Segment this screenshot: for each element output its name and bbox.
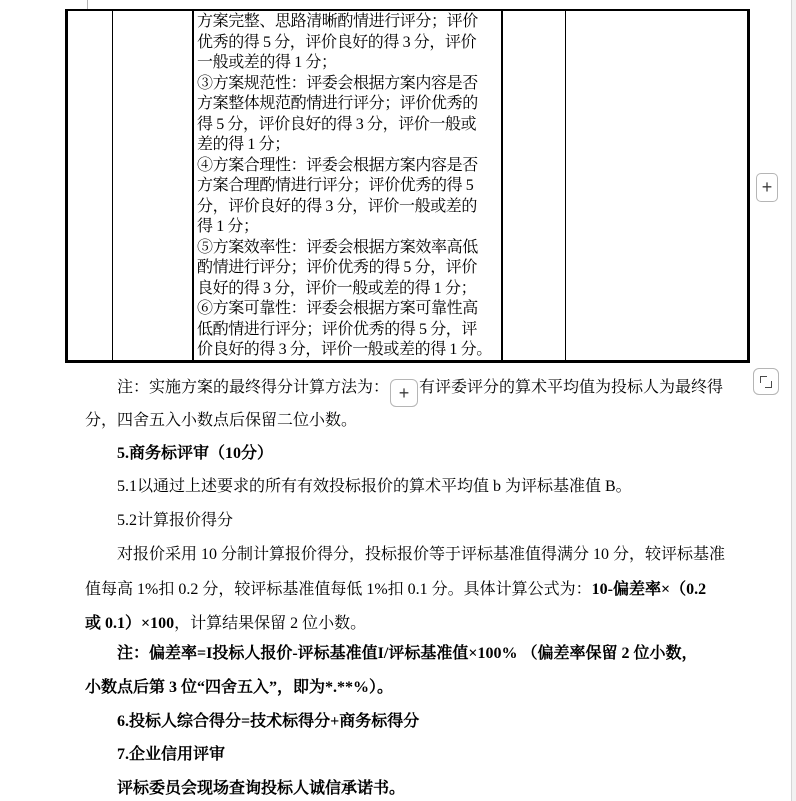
table-cell-line: 良好的得 3 分，评价一般或差的得 1 分； (197, 279, 477, 297)
body-line (85, 614, 366, 634)
table-column-border (192, 11, 194, 360)
text-run: 值每高 1%扣 0.2 分，较评标基准值每低 1%扣 0.1 分。具体计算公式为： (85, 581, 592, 598)
text-run: 小数点后第 3 位“四舍五入”，即为*.**%）。 (85, 679, 394, 696)
body-line (117, 545, 725, 565)
expand-button[interactable] (753, 368, 779, 395)
table-cell-line: 优秀的得 5 分，评价良好的得 3 分，评价 (197, 33, 477, 51)
table-cell-line: 差的得 1 分； (197, 136, 290, 153)
text-run: 5.2计算报价得分 (117, 512, 234, 529)
body-line (117, 477, 632, 497)
table-cell-line: 得 5 分，评价良好的得 3 分，评价一般或 (197, 115, 477, 133)
body-line (117, 511, 233, 531)
body-line (85, 678, 393, 698)
table-column-border (565, 11, 566, 360)
body-line (117, 444, 273, 464)
body-line (117, 644, 697, 664)
body-line (117, 779, 405, 799)
table-cell-line: 价良好的得 3 分，评价一般或差的得 1 分。 (197, 341, 492, 358)
table-cell-line: 酌情进行评分；评价优秀的得 5 分，评价 (197, 259, 478, 276)
table-cell-text (197, 12, 499, 361)
table-gridline-stub (87, 0, 88, 9)
text-run: 评标委员会现场查询投标人诚信承诺书。 (117, 780, 406, 797)
table-cell-line: 得 1 分； (197, 218, 259, 235)
text-run: 7.企业信用评审 (117, 746, 226, 763)
table-cell-line: 一般或差的得 1 分； (197, 54, 337, 71)
scrollbar-track[interactable] (791, 0, 796, 801)
body-line (117, 745, 225, 765)
text-run: 分，四舍五入小数点后保留二位小数。 (85, 412, 358, 429)
table-cell-line: 分，评价良好的得 3 分，评价一般或差的 (197, 197, 478, 215)
text-run: 6.投标人综合得分=技术标得分+商务标得分 (117, 713, 420, 730)
table-cell-line: 低酌情进行评分；评价优秀的得 5 分，评 (197, 320, 478, 338)
table-cell-line: 方案整体规范酌情进行评分；评价优秀的 (197, 95, 478, 112)
text-run: 10-偏差率×（0.2 (591, 581, 707, 598)
body-line (85, 580, 706, 600)
table-cell-line: 方案合理酌情进行评分；评价优秀的得 5 (197, 177, 474, 194)
expand-corners-icon (759, 375, 773, 389)
table-column-border (112, 11, 113, 360)
text-run: 5.1以通过上述要求的所有有效投标报价的算术平均值 b 为评标基准值 B。 (117, 478, 632, 495)
insert-plus-button[interactable]: + (756, 173, 778, 202)
inline-plus-button[interactable]: + (390, 379, 418, 407)
evaluation-table (65, 9, 750, 363)
text-run: ，计算结果保留 2 位小数。 (174, 615, 367, 632)
body-line (85, 411, 357, 431)
body-line (117, 378, 724, 403)
text-run: 注：偏差率=I投标人报价-评标基准值I/评标基准值×100% （偏差率保留 2 位小数， (117, 645, 698, 662)
table-column-border (501, 11, 503, 360)
text-run: 有评委评分的算术平均值为投标人为最终得 (419, 379, 724, 396)
body-line (117, 712, 419, 732)
corner-bottom-right-icon (765, 381, 772, 388)
table-cell-line: ③方案规范性：评委会根据方案内容是否 (197, 74, 478, 92)
table-cell-line: 方案完整、思路清晰酌情进行评分；评价 (197, 13, 478, 30)
text-run: 或 0.1）×100 (85, 615, 175, 632)
text-run: 对报价采用 10 分制计算报价得分，投标报价等于评标基准值得满分 10 分，较评标基准 (117, 546, 726, 563)
text-run: 注：实施方案的最终得分计算方法为： (117, 379, 390, 396)
table-cell-line: ⑥方案可靠性：评委会根据方案可靠性高 (197, 300, 478, 317)
text-run: 5.商务标评审（10分） (117, 445, 274, 462)
table-cell-line: ④方案合理性：评委会根据方案内容是否 (197, 156, 478, 174)
table-cell-line: ⑤方案效率性：评委会根据方案效率高低 (197, 238, 478, 256)
